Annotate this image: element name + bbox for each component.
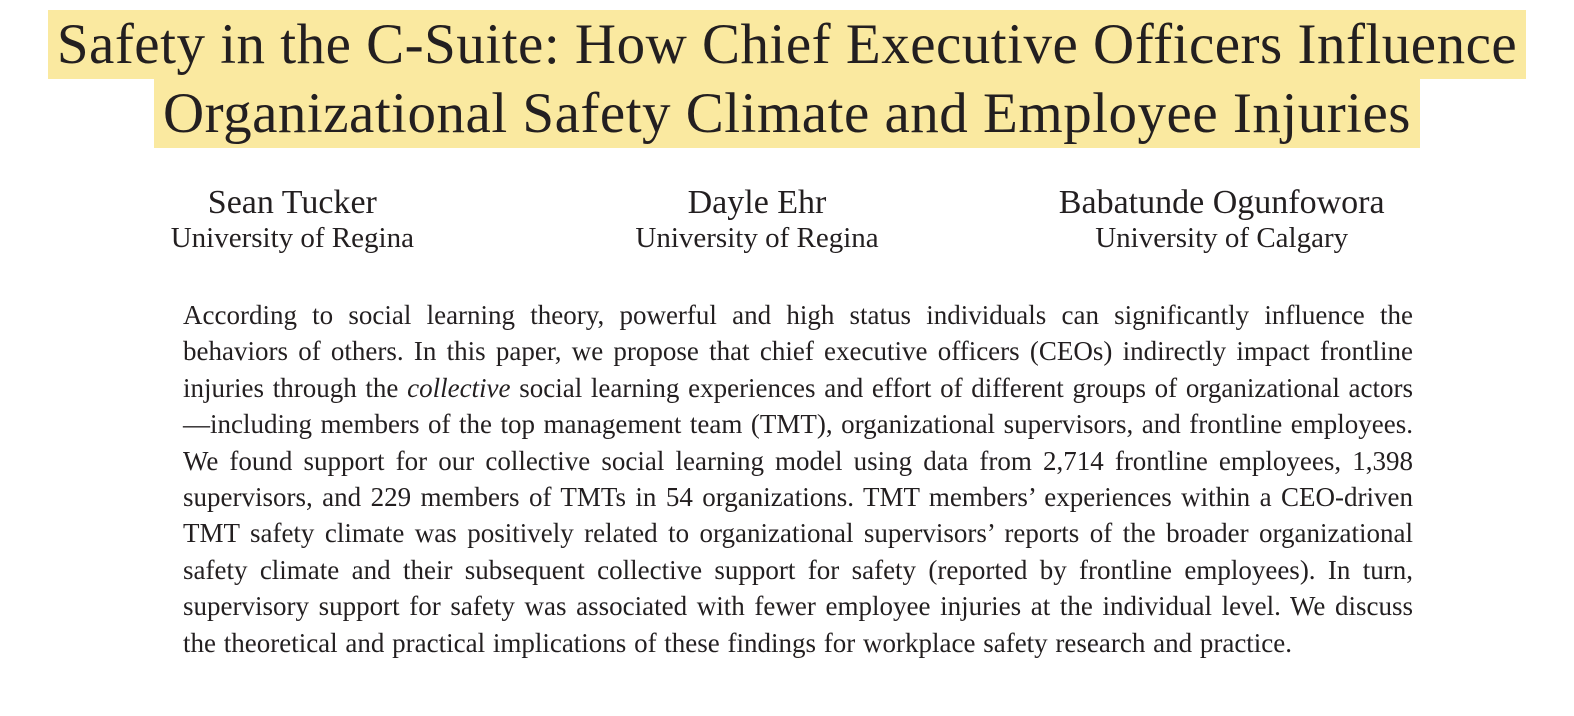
author-2-name: Dayle Ehr	[687, 184, 827, 221]
author-2-affiliation: University of Regina	[635, 222, 879, 254]
author-3-affiliation: University of Calgary	[1095, 222, 1349, 254]
author-3	[989, 184, 1454, 255]
author-2	[525, 184, 990, 255]
paper-title-line-1: Safety in the C-Suite: How Chief Executive Officers Influence	[48, 10, 1526, 79]
author-1-name: Sean Tucker	[207, 184, 377, 221]
abstract-part-2: social learning experiences and effort of different groups of organizational actors—including members of the top management team (TMT), organizational supervisors, and frontline employees. We found support for our collective social learning model using data from 2,714 frontline employees, 1,398 supervisors, and 229 members of TMTs in 54 organizations. TMT members’ experiences within a CEO-driven TMT safety climate was positively related to organizational supervisors’ reports of the broader organizational safety climate and their subsequent collective support for safety (reported by frontline employees). In turn, supervisory support for safety was associated with fewer employee injuries at the individual level. We discuss the theoretical and practical implications of these findings for workplace safety research and practice.	[183, 372, 1413, 658]
author-1-affiliation: University of Regina	[170, 222, 414, 254]
author-1	[60, 184, 525, 255]
author-3-name: Babatunde Ogunfowora	[1058, 184, 1385, 221]
author-block	[60, 184, 1454, 255]
abstract-text	[183, 297, 1413, 661]
abstract-italic-word: collective	[407, 372, 511, 403]
paper-title	[0, 10, 1574, 148]
abstract-part-1: According to social learning theory, powerful and high status individuals can significantly influence the behaviors of others. In this paper, we propose that chief executive officers (CEOs) indirectly impact frontline injuries through the	[183, 300, 1413, 403]
paper-title-line-2: Organizational Safety Climate and Employee Injuries	[154, 79, 1420, 148]
